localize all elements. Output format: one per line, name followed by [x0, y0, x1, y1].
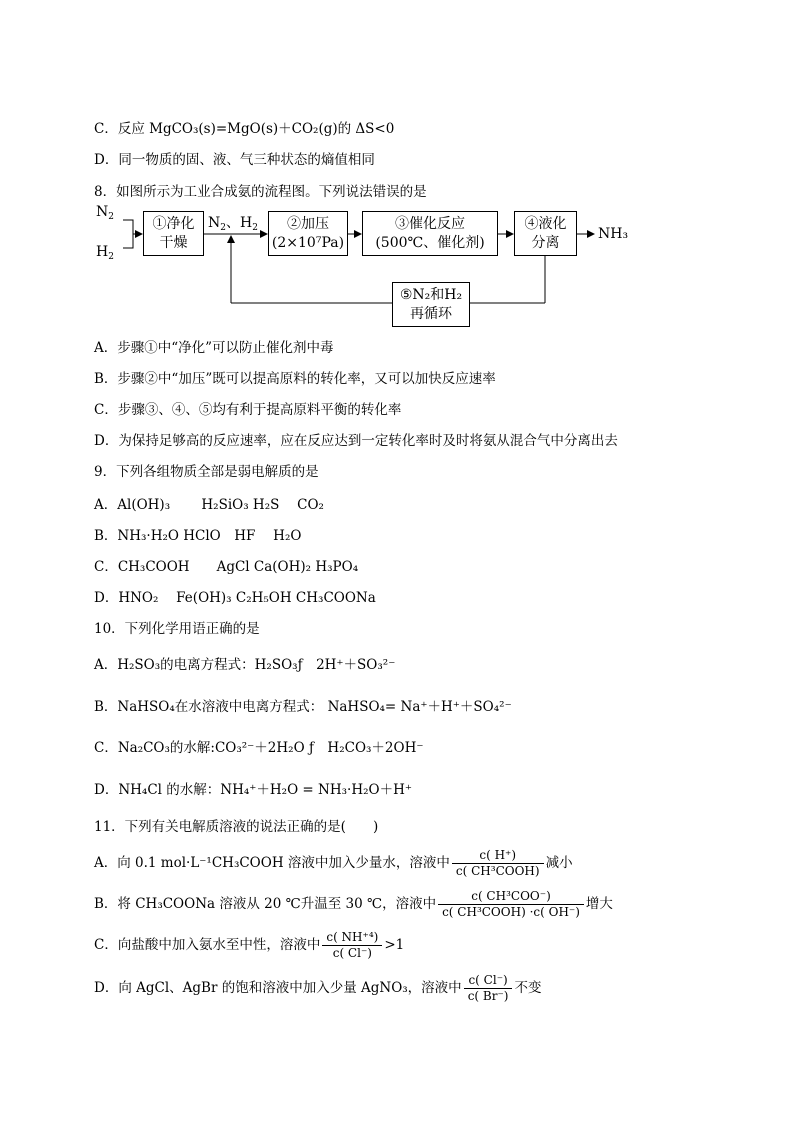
q9-stem: 9．下列各组物质全部是弱电解质的是: [94, 464, 319, 480]
q11-c-fraction: [322, 930, 382, 961]
q8-option-d: D．为保持足够高的反应速率，应在反应达到一定转化率时及时将氨从混合气中分离出去: [94, 433, 618, 449]
input-n2: $N_2$: [96, 204, 114, 222]
q11-a-fraction: [452, 848, 544, 879]
box3-line2: (500℃、催化剂): [375, 235, 485, 251]
box1-line1: ①净化: [152, 216, 195, 232]
box2-line1: ②加压: [287, 216, 329, 232]
box-pressurize: [268, 211, 348, 256]
q11-a-suffix: 减小: [545, 855, 573, 871]
box-liquefy-separate: [514, 211, 577, 256]
q11-c-text: C．向盐酸中加入氨水至中性，溶液中: [94, 937, 321, 953]
q11-a-denominator: c( CH³COOH): [455, 864, 540, 878]
q9-option-c: C．CH₃COOH AgCl Ca(OH)₂ H₃PO₄: [94, 559, 359, 575]
q9-option-b: B．NH₃·H₂O HClO HF H₂O: [94, 528, 302, 544]
box4-line2: 分离: [531, 235, 560, 251]
q11-c-numerator: c( NH⁺⁴): [322, 930, 382, 946]
q8-stem: 8．如图所示为工业合成氨的流程图。下列说法错误的是: [94, 184, 427, 200]
q10-stem: 10．下列化学用语正确的是: [94, 621, 260, 637]
q11-option-c: [94, 928, 404, 962]
q9-option-a: A．Al(OH)₃ H₂SiO₃ H₂S CO₂: [94, 497, 324, 513]
q10-option-c: C．Na₂CO₃的水解:CO₃²⁻＋2H₂O ƒ H₂CO₃＋2OH⁻: [94, 740, 424, 756]
box5-line1: ⑤N₂和H₂: [399, 287, 463, 303]
box1-line2: 干燥: [159, 235, 188, 251]
box-catalytic-reaction: [362, 211, 498, 256]
q11-d-denominator: c( Br⁻): [467, 989, 509, 1003]
q9-option-d: D．HNO₂ Fe(OH)₃ C₂H₅OH CH₃COONa: [94, 590, 376, 606]
q10-option-b: B．NaHSO₄在水溶液中电离方程式： NaHSO₄= Na⁺＋H⁺＋SO₄²⁻: [94, 699, 512, 715]
q7-option-c: C．反应 MgCO₃(s)=MgO(s)＋CO₂(g)的 ΔS<0: [94, 121, 395, 137]
input-h2: $H_2$: [96, 244, 114, 262]
box5-line2: 再循环: [410, 306, 452, 322]
q11-b-fraction: [438, 889, 584, 920]
input-bracket: [123, 220, 133, 248]
q11-option-a: [94, 846, 573, 880]
q11-b-denominator: c( CH³COOH) ·c( OH⁻): [442, 905, 580, 919]
q11-d-fraction: [464, 973, 513, 1004]
q11-option-b: [94, 887, 613, 921]
q11-d-text: D．向 AgCl、AgBr 的饱和溶液中加入少量 AgNO₃，溶液中: [94, 980, 462, 996]
q11-c-denominator: c( Cl⁻): [332, 946, 372, 960]
output-nh3: NH₃: [598, 226, 629, 242]
q10-option-a: A．H₂SO₃的电离方程式：H₂SO₃ƒ 2H⁺＋SO₃²⁻: [94, 657, 396, 673]
q11-b-numerator: c( CH³COO⁻): [438, 889, 584, 905]
q11-a-text: A．向 0.1 mol·L⁻¹CH₃COOH 溶液中加入少量水，溶液中: [94, 855, 450, 871]
q11-stem: 11．下列有关电解质溶液的说法正确的是( ): [94, 819, 379, 835]
mid-label-n2-h2: $N_2$、$H_2$: [208, 215, 258, 233]
q11-d-numerator: c( Cl⁻): [464, 973, 513, 989]
q11-c-suffix: >1: [384, 937, 405, 953]
q11-d-suffix: 不变: [514, 980, 542, 996]
q7-option-d: D．同一物质的固、液、气三种状态的熵值相同: [94, 152, 375, 168]
q11-b-text: B．将 CH₃COONa 溶液从 20 ℃升温至 30 ℃，溶液中: [94, 896, 437, 912]
q8-option-a: A．步骤①中“净化”可以防止催化剂中毒: [94, 340, 334, 356]
box-recycle: [392, 282, 470, 327]
q11-option-d: [94, 971, 541, 1005]
box4-line1: ④液化: [524, 216, 567, 232]
q8-option-c: C．步骤③、④、⑤均有利于提高原料平衡的转化率: [94, 402, 402, 418]
box-purify-dry: [143, 211, 204, 256]
q10-option-d: D．NH₄Cl 的水解：NH₄⁺＋H₂O = NH₃·H₂O＋H⁺: [94, 782, 412, 798]
q11-a-numerator: c( H⁺): [452, 848, 544, 864]
q8-option-b: B．步骤②中“加压”既可以提高原料的转化率，又可以加快反应速率: [94, 371, 496, 387]
box3-line1: ③催化反应: [395, 216, 465, 232]
box2-line2: (2×10⁷Pa): [271, 235, 345, 251]
q11-b-suffix: 增大: [585, 896, 613, 912]
